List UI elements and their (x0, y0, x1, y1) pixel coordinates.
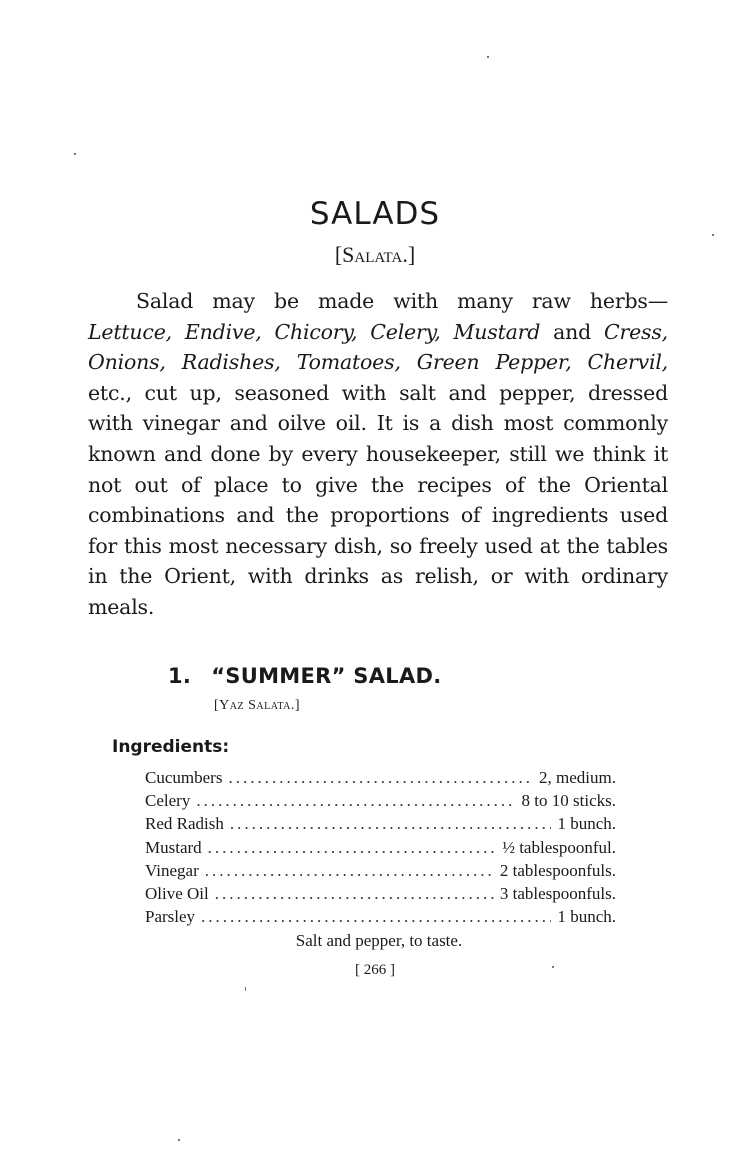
recipe-number: 1. (168, 664, 192, 688)
ingredient-amount: 2 tablespoonfuls. (499, 860, 616, 880)
page-title: SALADS (309, 196, 441, 232)
ingredient-name: Mustard (145, 837, 202, 857)
intro-and: and (540, 319, 605, 344)
ingredient-row (145, 907, 616, 930)
intro-lead-text: Salad may be made with many raw herbs— (136, 289, 668, 313)
herb-list-first: Lettuce, Endive, Chicory, Celery, Mustard (88, 319, 541, 344)
intro-paragraph (88, 286, 668, 623)
print-speck (552, 966, 554, 968)
print-speck (487, 56, 489, 58)
ingredient-name: Vinegar (145, 860, 199, 880)
ingredient-amount: 3 tablespoonfuls. (499, 883, 616, 903)
ingredient-row (145, 838, 616, 861)
print-speck (178, 1139, 180, 1141)
subtitle-text: Salata. (342, 242, 408, 267)
intro-body-text: etc., cut up, seasoned with salt and pepper, dressed with vinegar and oilve oil. It is a dish most commonly known and done by every housekeeper, still we think it not out of place to give the recipes of the Oriental combinations and the proportions of ingredients used for this most necessary dish, so freely used at the tables in the Orient, with drinks as relish, or with ordinary meals. (88, 380, 668, 619)
ingredient-amount: 2, medium. (539, 768, 616, 787)
recipe-title (168, 664, 442, 688)
print-speck (712, 234, 714, 236)
dot-leader (201, 907, 551, 927)
recipe-name: “SUMMER” SALAD. (211, 664, 442, 688)
recipe-subtitle: [Yaz Salata.] (214, 698, 301, 713)
ingredient-amount: 1 bunch. (557, 814, 616, 834)
seasoning-note: Salt and pepper, to taste. (295, 931, 463, 950)
ingredient-amount: 1 bunch. (557, 907, 616, 927)
ingredient-amount: ½ tablespoonful. (502, 837, 616, 857)
ingredient-name: Celery (145, 791, 191, 811)
print-speck (245, 987, 246, 991)
dot-leader (230, 814, 552, 834)
ingredient-row (145, 814, 616, 837)
dot-leader (215, 884, 494, 904)
ingredient-list (145, 768, 616, 930)
print-speck (74, 153, 76, 155)
ingredient-name: Olive Oil (145, 883, 209, 903)
dot-leader (228, 768, 533, 788)
ingredient-name: Cucumbers (145, 768, 223, 787)
ingredient-name: Red Radish (145, 814, 224, 834)
page-subtitle (0, 242, 750, 268)
ingredient-amount: 8 to 10 sticks. (521, 791, 616, 811)
ingredient-row (145, 768, 616, 791)
dot-leader (208, 838, 497, 858)
ingredient-row (145, 884, 616, 907)
ingredient-row (145, 791, 616, 814)
subtitle-close-bracket: ] (407, 242, 416, 267)
subtitle-open-bracket: [ (334, 242, 343, 267)
dot-leader (205, 861, 494, 881)
page-number: [ 266 ] (355, 962, 395, 978)
dot-leader (196, 791, 515, 811)
ingredient-row (145, 861, 616, 884)
ingredients-heading: Ingredients: (112, 737, 230, 757)
herb-list-second: Cress, Onions, Radishes, Tomatoes, Green Pepper, Chervil, (88, 319, 668, 375)
ingredient-name: Parsley (145, 907, 196, 927)
